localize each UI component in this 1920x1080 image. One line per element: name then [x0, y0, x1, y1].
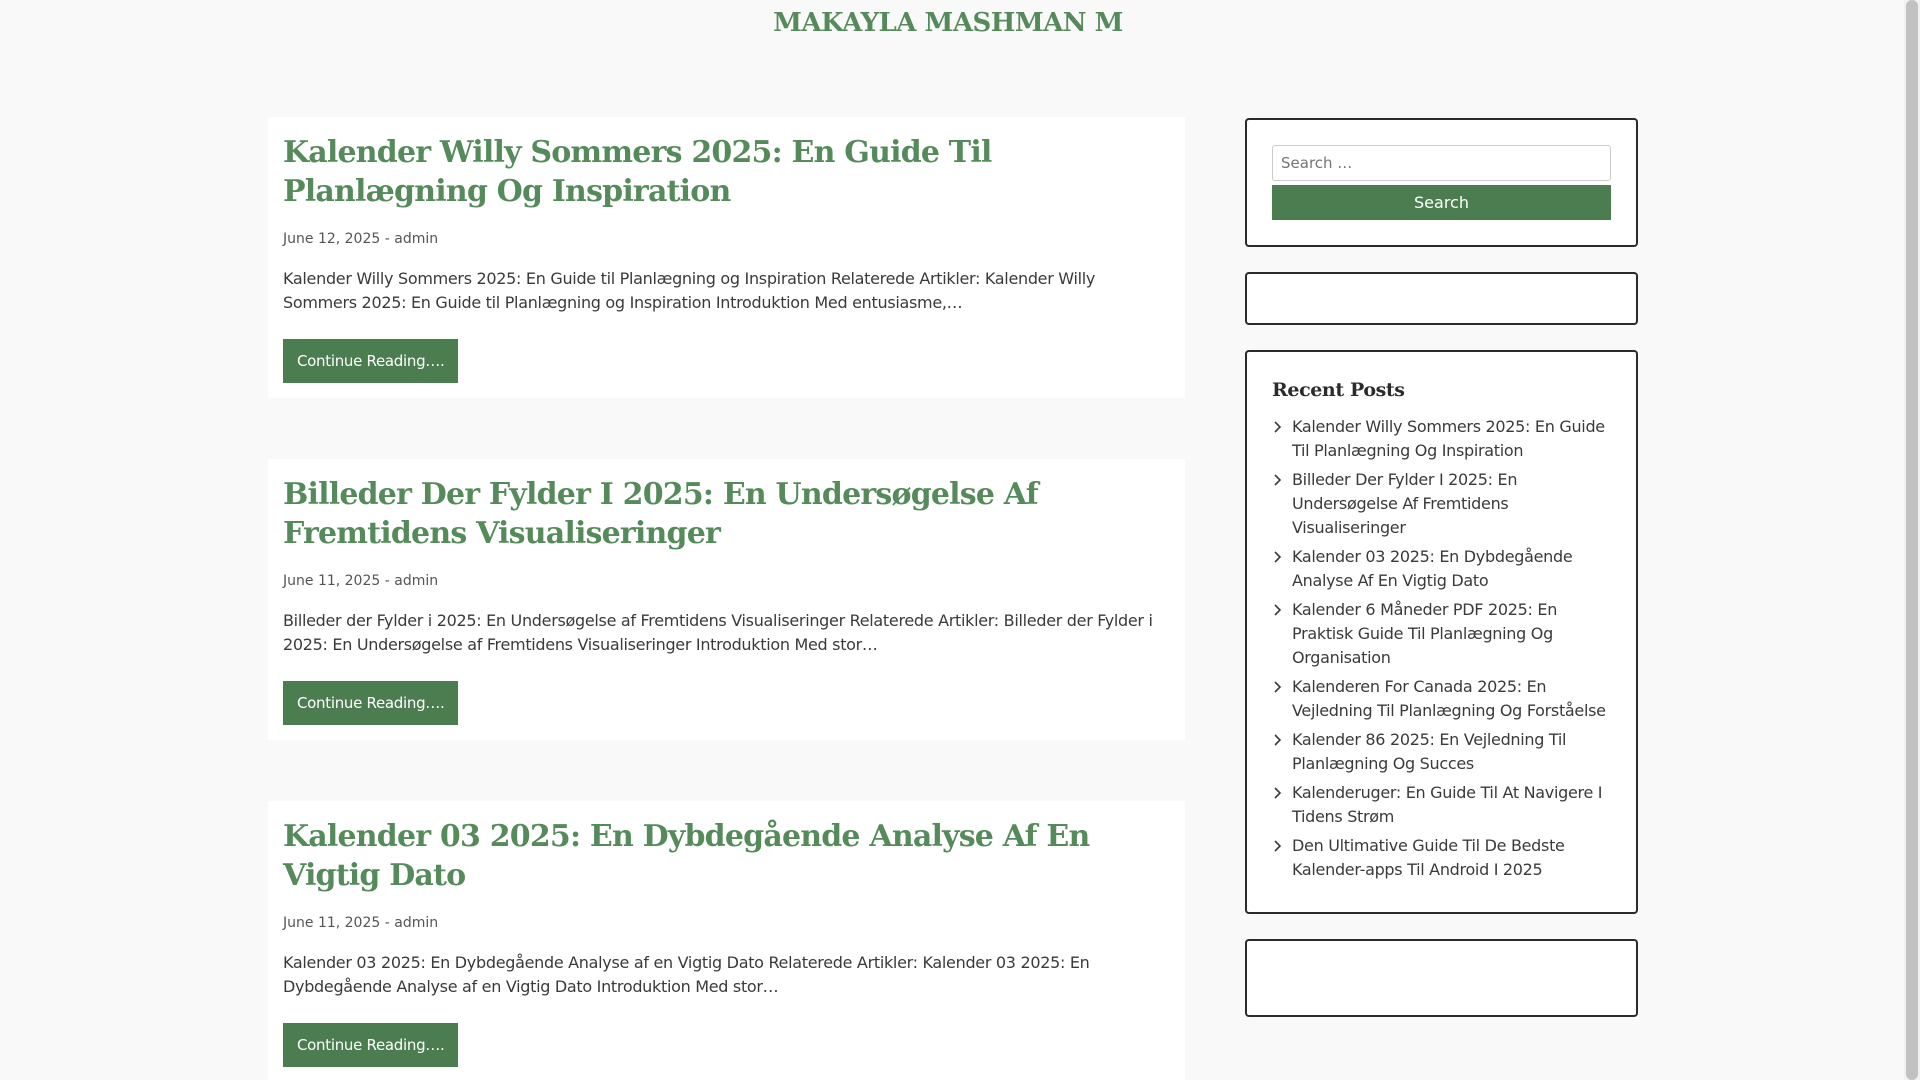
scrollbar-thumb[interactable]: [1906, 0, 1918, 1080]
meta-separator: -: [380, 573, 395, 589]
chevron-right-icon: [1272, 549, 1284, 565]
meta-separator: -: [380, 231, 395, 247]
recent-post-link[interactable]: Den Ultimative Guide Til De Bedste Kalender-apps Til Android I 2025: [1292, 836, 1565, 879]
chevron-right-icon: [1272, 838, 1284, 854]
recent-post-link[interactable]: Kalender 86 2025: En Vejledning Til Planlægning Og Succes: [1292, 730, 1567, 773]
recent-post-link[interactable]: Kalender 03 2025: En Dybdegående Analyse Af En Vigtig Dato: [1292, 547, 1573, 590]
recent-posts-list: [1272, 415, 1611, 882]
post-date[interactable]: June 11, 2025: [283, 915, 381, 931]
chevron-right-icon: [1272, 419, 1284, 435]
post-author[interactable]: admin: [394, 231, 439, 247]
recent-post-item[interactable]: [1272, 728, 1611, 776]
chevron-right-icon: [1272, 602, 1284, 618]
recent-post-item[interactable]: [1272, 415, 1611, 463]
recent-post-item[interactable]: [1272, 468, 1611, 540]
recent-post-link[interactable]: Kalenderuger: En Guide Til At Navigere I Tidens Strøm: [1292, 783, 1603, 826]
post-card: [268, 117, 1185, 398]
chevron-right-icon: [1272, 679, 1284, 695]
recent-post-item[interactable]: [1272, 545, 1611, 593]
post-title-link[interactable]: Kalender Willy Sommers 2025: En Guide Til Planlægning Og Inspiration: [283, 135, 992, 209]
empty-widget: [1245, 272, 1638, 325]
post-card: [268, 801, 1185, 1080]
continue-reading-button[interactable]: Continue Reading….: [283, 339, 458, 383]
recent-posts-title: Recent Posts: [1272, 379, 1405, 401]
recent-post-item[interactable]: [1272, 834, 1611, 882]
post-meta: [283, 573, 1170, 589]
post-date[interactable]: June 12, 2025: [283, 231, 381, 247]
recent-post-item[interactable]: [1272, 675, 1611, 723]
continue-reading-button[interactable]: Continue Reading….: [283, 1023, 458, 1067]
empty-widget: [1245, 939, 1638, 1017]
recent-post-link[interactable]: Kalenderen For Canada 2025: En Vejledning Til Planlægning Og Forståelse: [1292, 677, 1606, 720]
post-title-link[interactable]: Billeder Der Fylder I 2025: En Undersøgelse Af Fremtidens Visualiseringer: [283, 477, 1038, 551]
chevron-right-icon: [1272, 732, 1284, 748]
recent-post-item[interactable]: [1272, 781, 1611, 829]
search-input[interactable]: [1272, 145, 1611, 181]
post-list: [268, 117, 1185, 1080]
post-excerpt: Kalender 03 2025: En Dybdegående Analyse af en Vigtig Dato Relaterede Artikler: Kalender 03 2025: En Dybdegående Analyse af en Vigtig Dato Introduktion Med stor…: [283, 953, 1090, 996]
post-author[interactable]: admin: [394, 573, 439, 589]
chevron-right-icon: [1272, 785, 1284, 801]
recent-post-item[interactable]: [1272, 598, 1611, 670]
meta-separator: -: [380, 915, 395, 931]
continue-reading-button[interactable]: Continue Reading….: [283, 681, 458, 725]
recent-post-link[interactable]: Kalender 6 Måneder PDF 2025: En Praktisk Guide Til Planlægning Og Organisation: [1292, 600, 1558, 667]
post-author[interactable]: admin: [394, 915, 439, 931]
recent-post-link[interactable]: Kalender Willy Sommers 2025: En Guide Til Planlægning Og Inspiration: [1292, 417, 1605, 460]
site-title[interactable]: MAKAYLA MASHMAN M: [773, 8, 1123, 38]
post-title-link[interactable]: Kalender 03 2025: En Dybdegående Analyse Af En Vigtig Dato: [283, 819, 1090, 893]
vertical-scrollbar[interactable]: [1904, 0, 1920, 1080]
recent-post-link[interactable]: Billeder Der Fylder I 2025: En Undersøgelse Af Fremtidens Visualiseringer: [1292, 470, 1518, 537]
post-card: [268, 459, 1185, 740]
chevron-right-icon: [1272, 472, 1284, 488]
post-excerpt: Kalender Willy Sommers 2025: En Guide til Planlægning og Inspiration Relaterede Artikler: Kalender Willy Sommers 2025: En Guide til Planlægning og Inspiration Introduktion Med entusiasme,…: [283, 269, 1096, 312]
search-widget: [1245, 118, 1638, 247]
post-meta: [283, 915, 1170, 931]
sidebar: [1245, 118, 1638, 1042]
post-excerpt: Billeder der Fylder i 2025: En Undersøgelse af Fremtidens Visualiseringer Relaterede Artikler: Billeder der Fylder i 2025: En Undersøgelse af Fremtidens Visualiseringer Introduktion Med stor…: [283, 611, 1153, 654]
post-meta: [283, 231, 1170, 247]
recent-posts-widget: [1245, 350, 1638, 914]
post-date[interactable]: June 11, 2025: [283, 573, 381, 589]
search-button[interactable]: Search: [1272, 185, 1611, 220]
